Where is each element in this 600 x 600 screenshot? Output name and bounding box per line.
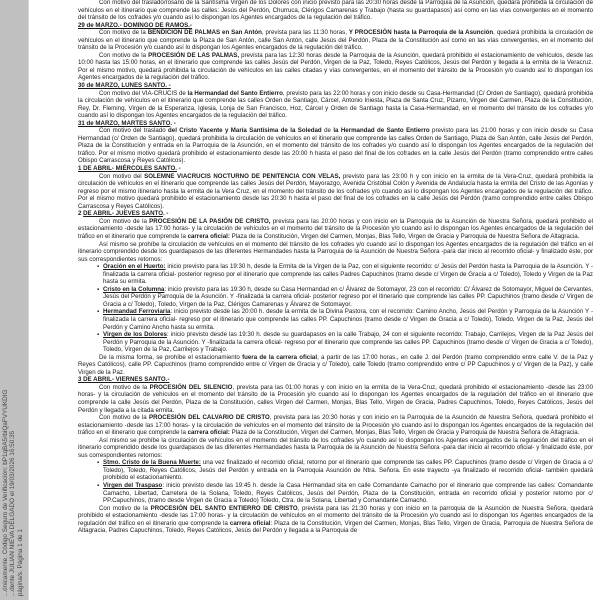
event-name: del Cristo Yacente y María Santísima de la Soledad bbox=[168, 127, 322, 135]
list-item bbox=[78, 286, 593, 309]
heading-viernes-santo: 3 DE ABRIL- VIERNES SANTO.- bbox=[78, 376, 170, 384]
text: , quedará prohibida la circulación de vehículos en el itinerario que comprende la Plaza de San Antón, calle San Antón, calle Jesús del Perdón, Plaza de la Constitución así como en las vías convergentes, en el momento del tránsito de la Procesión y/o cuando así lo dispongan los Agentes encargados de la regulación del tráfico. bbox=[78, 29, 594, 52]
hermandad-name: Oración en el Huerto: bbox=[103, 263, 166, 271]
paragraph-via-crucis bbox=[78, 90, 593, 120]
text: : inicio previsto desde las 19:30 h. desde su guardapasos en la calle Trabajo, 24 con el siguiente recorrido: Trabajo, Carrilejos, Virgen de la Paz Jesús del Perdón y Parroquia de la Asunción. Y -finalizada la carrera oficial- regreso por el itinerario que comprende las calles PP. Capuchinos (tramo desde c/ Virgen de Gracia a c/ Toledo), Toledo, Virgen de la Paz, Carrilejos y Trabajo. bbox=[103, 331, 593, 354]
text: Con motivo de la bbox=[99, 29, 148, 37]
event-name: SOLEMNE VIACRUCIS NOCTURNO DE PENITENCIA CON VELAS, bbox=[144, 172, 341, 180]
event-name: PROCESIÓN DEL SANTO ENTIERRO DE CRISTO bbox=[150, 504, 298, 512]
heading-text: DE ABRIL- JUEVES SANTO bbox=[83, 210, 163, 218]
text: , prevista para las 20:30 horas y con inicio en la Parroquia de la Asunción de Nuestra Señora, quedará prohibido el estacionamiento -desde las 17:00 horas- y la circulación de vehículos en el momento del tránsito de la Procesión y/o cuando así lo dispongan los Agentes encargados de la regulación del tráfico en el itinerario que comprende la bbox=[78, 414, 593, 437]
text: Con motivo de la bbox=[99, 51, 149, 59]
emphasis: fuera de la carrera oficial bbox=[242, 353, 318, 361]
text: Con motivo del traslado bbox=[99, 127, 169, 135]
paragraph-bendicion-palmas bbox=[78, 29, 593, 52]
text: : Plaza de la Constitución, Virgen del Carmen, Monjas, Blas Tello, Virgen de Gracia, Parroquia de Nuestra Señora de Altagracia, Padres Capuchinos, Toledo, Reyes Católicos, Jesús del Perdón y llegada a la Parroquia de bbox=[78, 519, 593, 535]
heading-jueves-santo bbox=[78, 210, 593, 218]
bullet-icon: ▪ bbox=[97, 331, 100, 339]
text: previsto para las 23:00 h y con inicio en la ermita de la Vera-Cruz, quedará prohibida la circulación de vehículos en el itinerario que comprende las calles Jesús del Perdón, Mayorazgo, Avenida Cristóbal Colón y Avenida de Andalucía hasta la ermita del Cristo de las Agonías y regreso por el mismo itinerario hasta la ermita de la Vera Cruz, en el momento del tránsito de los cofrades y/o cuando así lo dispongan los Agentes encargados de la regulación del tráfico. Por el mismo motivo quedará prohibido el estacionamiento desde las 20:30 h hasta el paso del final de los cofrades en la calle Jesús del Perdón (tramo comprendido entre calles Obispo Carrascosa y Reyes Católicos). bbox=[78, 172, 593, 210]
heading-domingo-ramos: 29 de MARZO.- DOMINGO DE RAMOS.- bbox=[78, 21, 192, 29]
event-name: Y PROCESIÓN hasta la Parroquia de la Asunción bbox=[348, 29, 494, 37]
text: Con motivo de la bbox=[99, 414, 149, 422]
bullet-icon: ▪ bbox=[97, 308, 100, 316]
verification-margin bbox=[0, 0, 29, 600]
verification-line-3: página/s. Página 1 de 1 bbox=[16, 528, 24, 596]
event-name: la Hermandad del Santo Entierro bbox=[187, 89, 283, 97]
heading-martes-santo bbox=[78, 120, 593, 128]
verification-text bbox=[2, 0, 26, 596]
paragraph-silencio bbox=[78, 384, 593, 414]
event-name: PROCESIÓN DE LAS PALMAS, bbox=[148, 51, 240, 59]
text: de bbox=[321, 127, 334, 135]
paragraph-retornos-jueves: Así mismo se prohíbe la circulación de vehículos en el momento del tránsito de los cofrades y/o cuando así lo dispongan los Agentes encargados de la regulación del tráfico en el itinerario comprendido desde los guardapasos de las diferentes Hermandades hasta la Parroquia de la Asunción de Nuestra Señora -para dar inicio al recorrido oficial- y finalizado éste, por sus correspondientes retornos: bbox=[78, 240, 593, 263]
text: una vez finalizado el recorrido oficial, retorno por el itinerario que comprende las calles PP. Capuchinos (tramo desde c/ Virgen de Gracia a c/ Toledo), Toledo, Reyes Católicos, Jesús del Perdón y entrada en la Parroquia Asunción de Ntra. Señora. En este trayecto -ya finalizado el recorrido oficial- también quedará prohibido el estacionamiento. bbox=[103, 459, 593, 482]
heading-lunes-santo: 30 de MARZO, LUNES SANTO. - bbox=[78, 82, 171, 90]
heading-miercoles-santo bbox=[78, 165, 593, 173]
text: Con motivo de la bbox=[99, 383, 150, 391]
text: De la misma forma, se prohíbe el estacionamiento bbox=[99, 353, 243, 361]
list-item bbox=[78, 459, 593, 482]
text: , a partir de las 17:00 horas., en calle J. del Perdón (tramo comprendido entre calle V. de la Paz y Reyes Católicos), calle PP. Capuchinos (tramo comprendido entre c/ Virgen de Gracia y c/ Toledo), calle Toledo (tramo comprendido entre c/ PP Capuchinos y c/ Virgen de la Paz), y calle Virgen de la Paz. bbox=[78, 353, 594, 376]
text: Con motivo del VIA-CRUCIS de bbox=[99, 89, 188, 97]
text: Con motivo del bbox=[99, 172, 145, 180]
heading-tail: . - bbox=[170, 119, 176, 127]
text: : inicio previsto para las 19:30 h, desde su Casa Hermandad en c/ Álvarez de Sotomayor, 23 con el recorrido: C/ Álvarez de Sotomayor, Miguel de Cervantes, Jesús del Perdón y Parroquia de la Asunción. Y -finalizada la carrera oficial- posterior regreso por el itinerario que comprende las calles PP. Capuchinos (tramo desde c/ Virgen de Gracia a c/ Toledo), Toledo, Virgen de la Paz, Clérigos Camarenas y Álvarez de Sotomayor. bbox=[103, 285, 593, 308]
event-name: PROCESIÓN DE LA PASIÓN DE CRISTO, bbox=[149, 217, 271, 225]
text: Con motivo de la bbox=[99, 217, 150, 225]
text: inicio previsto para las 19:30 h, desde la Ermita de la Virgen de la Paz, con el siguiente recorrido: c/ Jesús del Perdón hasta la Parroquia de la Asunción. Y -finalizada la carrera oficial- posterior regreso por el itinerario que comprende las calles Padres Capuchinos (tramo desde c/ Virgen de Gracia a c/ Toledo), Toledo y Virgen de la Paz hasta su ermita. bbox=[103, 263, 593, 286]
heading-text: 31 de MARZO, MARTES SANTO bbox=[78, 119, 171, 127]
text: prevista para las 12:30 horas desde la Parroquia de la Asunción, quedará prohibido el estacionamiento de vehículos, desde las 10:00 hasta las 15:00 horas, en el itinerario que comprende las calles Jesús del Perdón, Virgen de la Paz, Toledo, Reyes Católicos, Jesús del Perdón y llegada a la ermita de la Veracruz. Por el mismo motivo, quedará prohibida la circulación de vehículos en las calles citadas y vías convergentes, en el momento del tránsito de la Procesión y/o cuando así lo dispongan los Agentes encargados de la regulación del tráfico. bbox=[78, 51, 593, 82]
carrera-oficial-label: carrera oficial: bbox=[187, 429, 230, 437]
text: Con motivo de la bbox=[99, 504, 151, 512]
text: : inicio previsto desde las 19:45 h. desde la Casa Hermandad sita en calle Comandante Camacho por el itinerario que comprende las calles: Comandante Camacho, Libertad, Carretera de la Solana, Toledo, Reyes Católicos, Jesús del Perdón, Plaza de la Constitución, entrada en recorrido oficial y posterior retorno por c/ PP.Capuchinos, (tramo desde Virgen de Gracia a Toledo) Toledo, Ctra. de la Solana, Libertad y Comandante Camacho. bbox=[103, 482, 594, 505]
heading-tail: . - bbox=[162, 210, 169, 218]
event-name: PROCESIÓN DEL CALVARIO DE CRISTO bbox=[148, 414, 270, 422]
paragraph-procesion-palmas bbox=[78, 52, 593, 82]
bullet-icon: ▪ bbox=[97, 482, 100, 489]
paragraph-calvario bbox=[78, 414, 593, 437]
list-item bbox=[78, 263, 593, 286]
hermandad-name: Cristo en la Columna bbox=[103, 285, 165, 293]
text: , prevista para las 11:30 horas, bbox=[261, 29, 349, 37]
paragraph-rosario: Con motivo del traslado/rosario de la Santísima Virgen de los Dolores con inicio previsto para las 20:30 horas desde la Parroquia de la Asunción, quedará prohibida la circulación de vehículos en el itinerario que comprende las calles: Jesús del Perdón, Churruca, Clérigos Camarenas y Trabajo (hasta su guardapasos) así como en las vías convergentes en el momento del tránsito de los cofrades y/o cuando así lo dispongan los Agentes encargados de la regulación del tráfico. bbox=[78, 0, 593, 22]
list-item bbox=[78, 331, 593, 354]
hermandad-name: Stmo. Cristo de la Buena Muerte: bbox=[103, 459, 201, 467]
paragraph-fuera-carrera bbox=[78, 354, 593, 377]
paragraph-viacrucis-velas bbox=[78, 173, 593, 211]
verification-line-1: ...ónicamente. Código Seguro de Verificación: bP1qBA5rbiQaFVYUKDIG bbox=[2, 389, 9, 596]
verification-line-2: ...dente JULIAN NIEVA DELGADO el 19/03/2026 16:50:35 bbox=[9, 430, 17, 596]
bullet-icon: ▪ bbox=[97, 285, 100, 293]
event-name: la Hermandad de Santo Entierro bbox=[333, 127, 430, 135]
carrera-oficial-label: carrera oficial bbox=[229, 519, 271, 527]
text: prevista para las 20:00 horas y con inicio en la Parroquia de la Asunción de Nuestra Señora, quedará prohibido el estacionamiento -desde las 17:00 horas- y la circulación de vehículos en el momento del tránsito de la Procesión y/o cuando así lo dispongan los Agentes encargados de la regulación del tráfico en el itinerario que comprende la bbox=[78, 217, 593, 240]
text: , prevista para las 01:00 horas y con inicio en la ermita de la Vera-Cruz, quedará prohibido el estacionamiento -desde las 23:00 horas- y la circulación de vehículos en el momento del tránsito de la Procesión y/o cuando así lo dispongan los Agentes encargados de la regulación del tráfico en el itinerario que comprende la calle Jesús del Perdón, Plaza de la Constitución, calles Virgen del Carmen, Monjas, Blas Tello, Virgen de Gracia, Padres Capuchinos, Toledo, Reyes Católicos, Jesús del Perdón y llegada a la citada ermita. bbox=[78, 383, 593, 414]
hermandad-name: Virgen del Traspaso bbox=[103, 482, 163, 489]
event-name: PROCESIÓN DEL SILENCIO bbox=[149, 383, 233, 391]
text: Plaza de la Constitución, Virgen del Carmen, Monjas, Blas Tello, Virgen de Gracia y Parroquia de Nuestra Señora de Altagracia. bbox=[229, 232, 580, 240]
list-item bbox=[78, 482, 593, 505]
hermandad-name: Hermandad Ferroviaria bbox=[103, 308, 171, 316]
text: : inicio previsto desde las 20:00 h. desde la ermita de la Divina Pastora, con el recorrido: Camino Ancho, Jesús del Perdón y Parroquia de la Asunción Y -finalizada la carrera oficial- regreso por el itinerario que comprende las calles PP. Capuchinos (tramo desde c/ Virgen de Gracia a c/ Toledo), Toledo, Virgen de la Paz, Jesús del Perdón y Camino Ancho hasta su ermita. bbox=[103, 308, 593, 331]
paragraph-pasion-cristo bbox=[78, 218, 593, 241]
paragraph-retornos-viernes: Así mismo se prohíbe la circulación de vehículos en el momento del tránsito de los cofrades y/o cuando así lo dispongan los Agentes encargados de la regulación del tráfico en el itinerario comprendido desde los guardapasos de las diferentes Hermandades hasta la Parroquia de la Asunción de Nuestra Señora -para dar inicio al recorrido oficial- y finalizado éste, por sus correspondientes retornos: bbox=[78, 436, 593, 459]
heading-num: 2 bbox=[78, 210, 84, 218]
document-page bbox=[78, 0, 593, 535]
hermandad-name: Virgen de los Dolores bbox=[103, 331, 167, 339]
text: Plaza de la Constitución, Virgen del Carmen, Monjas, Blas Tello, Virgen de Gracia y Parroquia de Nuestra Señora de Altagracia. bbox=[229, 429, 580, 437]
list-item bbox=[78, 308, 593, 331]
carrera-oficial-label: carrera oficial: bbox=[187, 232, 230, 240]
heading-tail: - bbox=[176, 165, 181, 173]
heading-text: 1 DE ABRIL- MIÉRCOLES SANTO. bbox=[78, 165, 177, 173]
paragraph-traslado-yacente bbox=[78, 127, 593, 165]
event-name: BENDICIÓN DE PALMAS en San Antón bbox=[147, 29, 262, 37]
bullet-icon: ▪ bbox=[97, 459, 100, 467]
text: previsto para las 21:00 horas y con inicio desde su Casa Hermandad (c/ Orden de Santiago), quedará prohibida la circulación de vehículos en el itinerario que comprende las calles Orden de Santiago, Plaza de San Antón, calle Jesús del Perdón, Plaza de la Constitución y entrada en la Parroquia de la Asunción, en el momento del tránsito de los cofrades y/o cuando así lo dispongan los Agentes encargados de la regulación del tráfico. Por el mismo motivo quedará prohibido el estacionamiento desde las 20:00 h hasta el paso del final de los cofrades en la calle Jesús del Perdón (tramo comprendido entre calles Obispo Carrascosa y Reyes Católicos). bbox=[78, 127, 593, 165]
text: , prevista para las 21:30 horas y con inicio en la parroquia de la Asunción de Nuestra Señora, quedará prohibido el estacionamiento -desde las 17:00 horas- y la circulación de vehículos en el momento del tránsito de la Procesión y/o cuando así lo dispongan los Agentes encargados de la regulación del tráfico en el itinerario que comprende la bbox=[78, 504, 593, 527]
text: , previsto para las 22:00 horas y con inicio desde su Casa-Hermandad (C/ Orden de Santiago), quedará prohibida la circulación de vehículos en el itinerario que comprende las calles Orden de Santiago, Cárcel, Antonio Iniesta, Plaza de Santa Cruz, Pizarro, Virgen del Carmen, Plaza de la Constitución, Rey, Dr. Fleming, Virgen de la Esperanza, Iglesia, Lonja de San Francisco, Hoz, Cárcel y Orden de Santiago hasta la Casa-Hermandad, en el momento del tránsito de los cofrades y/o cuando así lo dispongan los Agentes encargados de la regulación del tráfico. bbox=[78, 89, 593, 120]
bullet-icon: ▪ bbox=[97, 263, 100, 271]
paragraph-santo-entierro bbox=[78, 505, 593, 535]
